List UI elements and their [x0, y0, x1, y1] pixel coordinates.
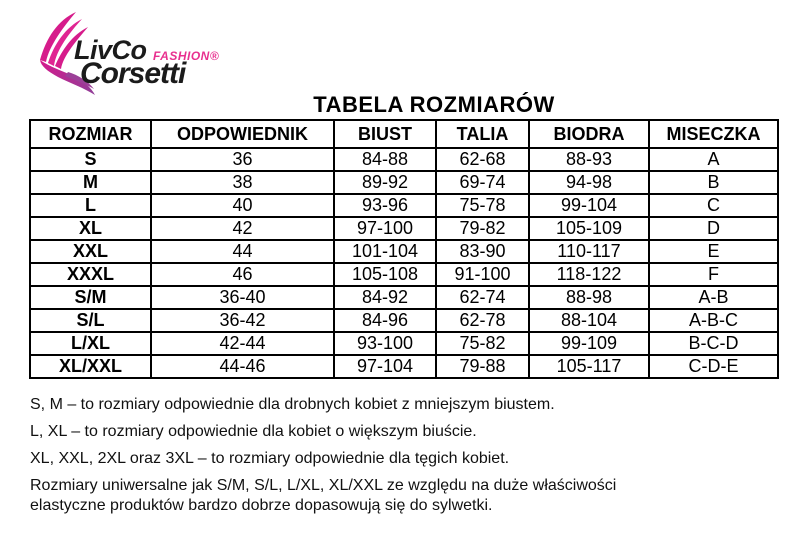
cell-odpowiednik: 42-44: [151, 332, 334, 355]
cell-biodra: 99-104: [529, 194, 649, 217]
cell-miseczka: A: [649, 148, 778, 171]
table-row-xxl: [30, 240, 778, 263]
cell-miseczka: B-C-D: [649, 332, 778, 355]
cell-size: L: [30, 194, 151, 217]
note-large-bust: L, XL – to rozmiary odpowiednie dla kobiet o większym biuście.: [30, 423, 477, 440]
cell-biust: 93-96: [334, 194, 436, 217]
table-row-sl: [30, 309, 778, 332]
cell-size: XL: [30, 217, 151, 240]
size-table: [29, 119, 779, 379]
cell-biust: 97-100: [334, 217, 436, 240]
cell-talia: 69-74: [436, 171, 529, 194]
cell-biodra: 118-122: [529, 263, 649, 286]
brand-name-corsetti: Corsetti: [80, 57, 186, 90]
cell-biust: 93-100: [334, 332, 436, 355]
cell-biust: 84-88: [334, 148, 436, 171]
cell-odpowiednik: 38: [151, 171, 334, 194]
note-universal-sizes: Rozmiary uniwersalne jak S/M, S/L, L/XL, XL/XXL ze względu na duże właściwości elastyczne produktów bardzo dobrze dopasowują się do sylwetki.: [30, 477, 617, 514]
size-notes: [30, 395, 680, 523]
note-plus-sizes: XL, XXL, 2XL oraz 3XL – to rozmiary odpowiednie dla tęgich kobiet.: [30, 450, 510, 467]
cell-odpowiednik: 36: [151, 148, 334, 171]
cell-miseczka: A-B-C: [649, 309, 778, 332]
cell-biodra: 105-109: [529, 217, 649, 240]
table-row-lxl: [30, 332, 778, 355]
column-header-rozmiar: ROZMIAR: [30, 120, 151, 148]
cell-biodra: 94-98: [529, 171, 649, 194]
cell-biust: 101-104: [334, 240, 436, 263]
cell-size: XXL: [30, 240, 151, 263]
table-row-l: [30, 194, 778, 217]
cell-odpowiednik: 44-46: [151, 355, 334, 378]
cell-miseczka: C: [649, 194, 778, 217]
cell-miseczka: F: [649, 263, 778, 286]
cell-size: M: [30, 171, 151, 194]
cell-odpowiednik: 46: [151, 263, 334, 286]
table-row-m: [30, 171, 778, 194]
cell-miseczka: A-B: [649, 286, 778, 309]
cell-biodra: 88-98: [529, 286, 649, 309]
cell-miseczka: B: [649, 171, 778, 194]
cell-talia: 91-100: [436, 263, 529, 286]
table-row-xlxxl: [30, 355, 778, 378]
cell-talia: 79-82: [436, 217, 529, 240]
cell-odpowiednik: 42: [151, 217, 334, 240]
cell-biust: 105-108: [334, 263, 436, 286]
cell-size: S: [30, 148, 151, 171]
cell-biust: 97-104: [334, 355, 436, 378]
cell-size: L/XL: [30, 332, 151, 355]
cell-odpowiednik: 40: [151, 194, 334, 217]
cell-miseczka: D: [649, 217, 778, 240]
column-header-biust: BIUST: [334, 120, 436, 148]
note-small-sizes: S, M – to rozmiary odpowiednie dla drobnych kobiet z mniejszym biustem.: [30, 396, 555, 413]
brand-name-fashion: FASHION®: [153, 49, 220, 63]
cell-miseczka: C-D-E: [649, 355, 778, 378]
cell-biust: 84-96: [334, 309, 436, 332]
cell-biodra: 88-93: [529, 148, 649, 171]
column-header-biodra: BIODRA: [529, 120, 649, 148]
cell-miseczka: E: [649, 240, 778, 263]
cell-odpowiednik: 44: [151, 240, 334, 263]
table-row-xxxl: [30, 263, 778, 286]
cell-biust: 89-92: [334, 171, 436, 194]
column-header-miseczka: MISECZKA: [649, 120, 778, 148]
cell-biodra: 88-104: [529, 309, 649, 332]
cell-size: XL/XXL: [30, 355, 151, 378]
livco-corsetti-logo: [28, 6, 243, 101]
column-header-talia: TALIA: [436, 120, 529, 148]
cell-size: S/L: [30, 309, 151, 332]
cell-biodra: 110-117: [529, 240, 649, 263]
table-row-sm: [30, 286, 778, 309]
cell-talia: 62-74: [436, 286, 529, 309]
column-header-odpowiednik: ODPOWIEDNIK: [151, 120, 334, 148]
cell-biodra: 105-117: [529, 355, 649, 378]
brand-name-livco: LivCo: [74, 35, 147, 65]
cell-size: XXXL: [30, 263, 151, 286]
cell-biodra: 99-109: [529, 332, 649, 355]
cell-talia: 75-78: [436, 194, 529, 217]
cell-odpowiednik: 36-42: [151, 309, 334, 332]
cell-talia: 62-68: [436, 148, 529, 171]
page-title: TABELA ROZMIARÓW: [313, 92, 555, 117]
cell-biust: 84-92: [334, 286, 436, 309]
table-row-s: [30, 148, 778, 171]
size-table-header-row: [30, 120, 778, 148]
table-row-xl: [30, 217, 778, 240]
cell-odpowiednik: 36-40: [151, 286, 334, 309]
cell-size: S/M: [30, 286, 151, 309]
cell-talia: 62-78: [436, 309, 529, 332]
cell-talia: 75-82: [436, 332, 529, 355]
cell-talia: 79-88: [436, 355, 529, 378]
cell-talia: 83-90: [436, 240, 529, 263]
